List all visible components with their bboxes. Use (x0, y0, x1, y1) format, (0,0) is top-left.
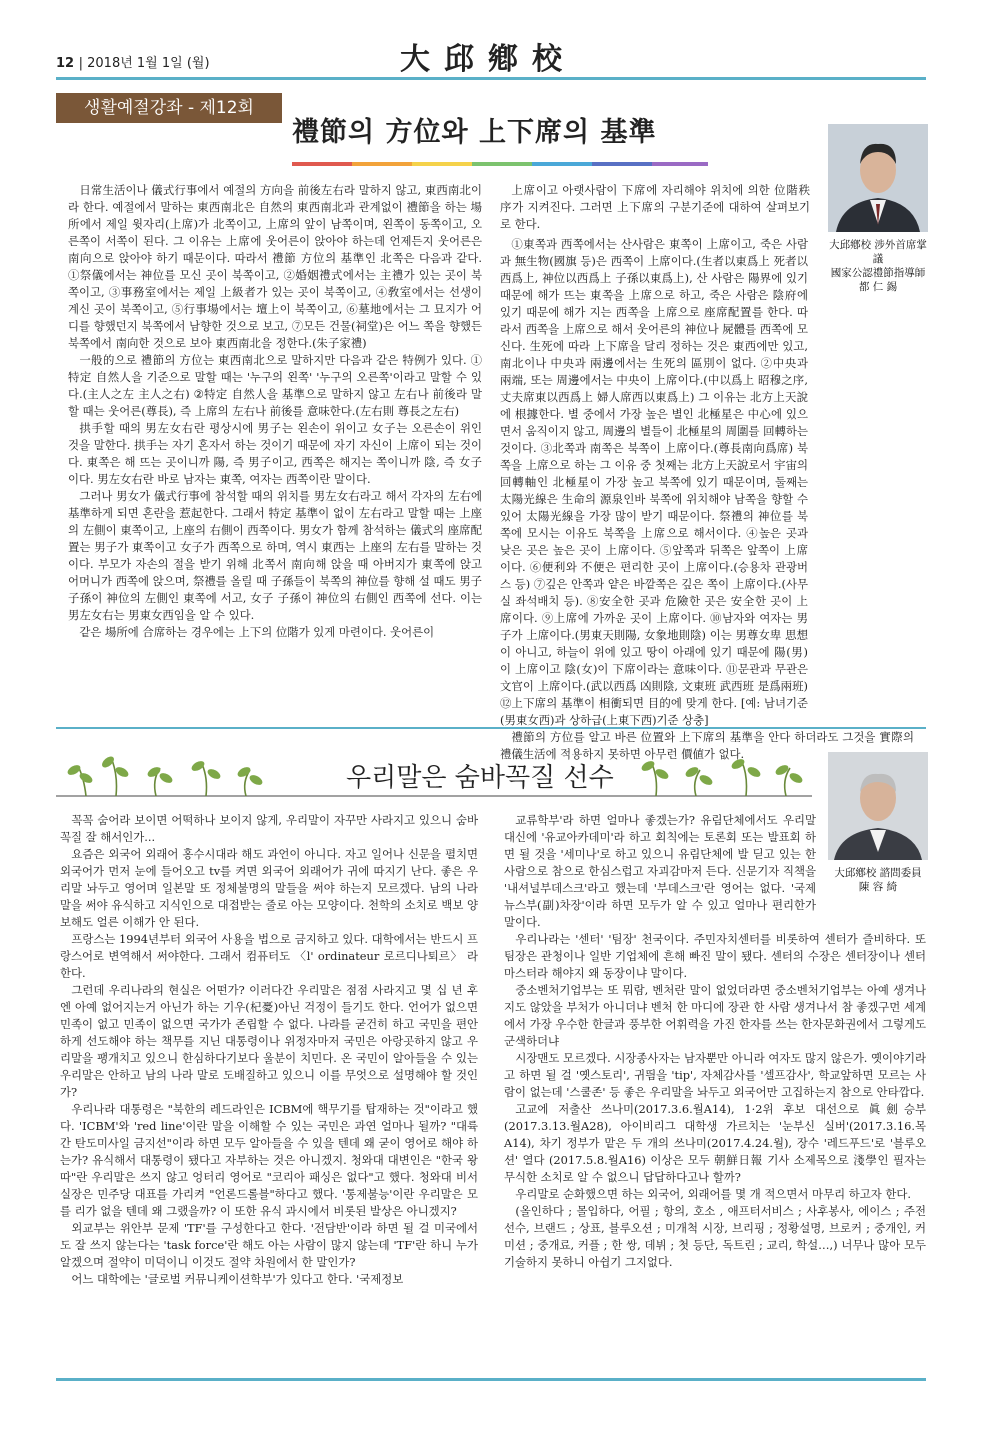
article2-title: 우리말은 숨바꼭질 선수 (346, 763, 614, 793)
series-tag: 생활예절강좌 - 제12회 (56, 93, 282, 123)
page-number: 12 | 2018년 1월 1일 (월) (56, 56, 210, 71)
article1-column-2a: 上席이고 아랫사람이 下席에 자리해야 위치에 의한 位階秩序가 지켜진다. 그러면 上下席의 구분기준에 대하여 살펴보기로 한다. (500, 183, 810, 231)
masthead: 大邱鄕校 (400, 42, 576, 77)
article2-column-1: 꼭꼭 숨어라 보이면 어떡하나 보이지 않게, 우리말이 자꾸만 사라지고 있으니 숨바꼭질 잘 해서인가... 요즘은 외국어 외래어 홍수시대라 해도 과언이 아니다. 자고 일어나 신문을 펼치면 외국어가 먼저 눈에 들어오고 tv를 켜면 외국어 외래어가 귀에 따지기 난다. 좋은 우리말 놔두고 영어며 일본말 또 정체불명의 말들을 써야 하는지 모르겠다. 남의 나라 말을 써야 유식하고 지식인으로 대접받는 줄로 아는 모양이다. 천학의 소치로 백보 양보해도 얼른 이해가 안 된다. 프랑스는 1994년부터 외국어 사용을 법으로 금지하고 있다. 대학에서는 반드시 프랑스어로 변역해서 써야한다. 그래서 컴퓨터도 〈l' ordinateur 로르디나퇴르〉 라 한다. 그런데 우리나라의 현실은 어떤가? 이러다간 우리말은 점점 사라지고 몇 십 년 후엔 아예 없어지는거 아닌가 하는 기우(杞憂)아닌 걱정이 들기도 한다. 언어가 없으면 민족이 없고 민족이 없으면 국가가 존립할 수 없다. 나라를 굳건히 하고 국민을 편안하게 선도해야 하는 책무를 지닌 대통령이나 위정자마저 국민은 아랑곳하지 않고 우리말을 팽개치고 있으니 한심하다기보다 울분이 치민다. 온 국민이 알아들을 수 있는 우리말은 안하고 남의 나라 말로 도배질하고 있으니 이를 무엇으로 설명해야 할 것인가? 우리나라 대통령은 "북한의 레드라인은 ICBM에 핵무기를 탑재하는 것"이라고 했다. 'ICBM'와 'red line'이란 말을 이해할 수 있는 국민은 과연 얼마나 될까? "대륙간 탄도미사일 금지선"이라 하면 모두 알아들을 수 있을 텐데 왜 굳이 영어로 해야 하는가? 유식해서 대통령이 됐다고 자부하는 것은 아니겠지. 청와대 대변인은 "한국 왕따"란 우리말은 쓰지 않고 엉터리 영어로 "코리아 패싱은 없다"고 했다. 청와대 비서실장은 민주당 대표를 가리켜 "언론드롤블"하다고 했다. '통제불능'이란 우리말은 모를 리가 없을 텐데 왜 그랬을까? 이 또한 유식 과시에서 비롯된 발상은 아니겠지? 외교부는 위안부 문제 'TF'를 구성한다고 한다. '전담반'이라 하면 될 걸 미국에서도 잘 쓰지 않는다는 'task force'란 해도 아는 사람이 많지 않는데 'TF'란 하니 누가 알겠으며 절약이 미덕이니 이것도 절약 차원에서 한 말인가? 어느 대학에는 '글로벌 커뮤니케이션학부'가 있다고 한다. '국제정보 (60, 813, 478, 1286)
section-divider (56, 727, 926, 729)
author-caption: 大邱鄕校 涉外首席掌議 國家公認禮節指導師 都 仁 錫 (829, 239, 927, 293)
article1-column-1: 日常生活이나 儀式行事에서 예절의 方向을 前後左右라 말하지 않고, 東西南北이라 한다. 예절에서 말하는 東西南北은 自然의 東西南北과 관계없이 禮節을 하는 場所에서 제일 윗자리(上席)가 北쪽이고, 上席의 앞이 남쪽이며, 왼쪽이 동쪽이고, 오른쪽이 서쪽이 된다. 그 이유는 上席에 웃어른이 앉아야 하는데 언제든지 웃어른은 南向으로 앉아야 하기 때문이다. 따라서 禮節 方位의 基準인 北쪽은 다음과 같다. ①祭儀에서는 神位를 모신 곳이 북쪽이고, ②婚姻禮式에서는 主禮가 있는 곳이 북쪽이고, ③事務室에서는 제일 上級者가 있는 곳이 북쪽이고, ④敎室에서는 선생이 계신 곳이 북쪽이고, ⑤行事場에서는 壇上이 북쪽이고, ⑥墓地에서는 그 묘지가 어디를 향했던지 북쪽에서 남향한 것으로 보고, ⑦모든 건물(祠堂)은 어느 쪽을 향했든 북쪽에서 南向한 것으로 보아 東西南北을 정한다.(朱子家禮) 一般的으로 禮節의 方位는 東西南北으로 말하지만 다음과 같은 特例가 있다. ①特定 自然人을 기준으로 말할 때는 '누구의 왼쪽' '누구의 오른쪽'이라고 말할 수 있다.(主人之左 主人之右) ②特定 自然人을 基準으로 말하지 않고 左右나 前後라 말할 때는 웃어른(尊長), 즉 上席의 左右나 前後를 意味한다.(左右則 尊長之左右) 拱手할 때의 男左女右란 평상시에 男子는 왼손이 위이고 女子는 오른손이 위인 것을 말한다. 拱手는 자기 혼자서 하는 것이기 때문에 자기 자신이 上席이 되는 것이다. 東쪽은 해 뜨는 곳이니까 陽, 즉 男子이고, 西쪽은 해지는 쪽이니까 陰, 즉 女子이다. 男左女右란 바로 남자는 東쪽, 여자는 西쪽이란 말이다. 그러나 男女가 儀式行事에 참석할 때의 위치를 男左女右라고 해서 각자의 左右에 基準하게 되면 혼란을 惹起한다. 그래서 特定 基準이 없이 左右라고 말할 때는 上座의 左側이 東쪽이고, 上座의 右側이 西쪽이다. 男女가 함께 참석하는 儀式의 座席配置는 男子가 東쪽이고 女子가 西쪽으로 하며, 역시 東西는 上座의 左右를 말하는 것이다. 부모가 자손의 절을 받기 위해 北쪽서 南向해 앉을 때 아버지가 東쪽에 앉고 어머니가 西쪽에 앉으며, 祭禮를 올릴 때 子孫들이 북쪽의 神位를 향해 설 때도 男子 子孫이 神位의 左側인 東쪽에 서고, 女子 子孫이 神位의 右側인 西쪽에 선다. 이는 男左女右는 男東女西임을 알 수 있다. 같은 場所에 合席하는 경우에는 上下의 位階가 있게 마련이다. 웃어른이 (68, 183, 482, 639)
article2-column-2: 교류학부'라 하면 얼마나 좋겠는가? 유림단체에서도 우리말 대신에 '유교아카데미'라 하고 회칙에는 토론회 또는 발표회 하면 될 것을 '세미나'로 하고 있으니 유림단체에 발 딛고 있는 한 사람으로 참으로 한심스럽고 자괴감마저 든다. 신문기자 직책을 '내셔널부데스크'라고 했는데 '부데스크'란 영어는 없다. '국제뉴스부(副)차장'이라 하면 모두가 알 수 있고 얼마나 편리한가 말이다. 우리나라는 '센터' '팀장' 천국이다. 주민자치센터를 비롯하여 센터가 즐비하다. 또 팀장은 관청이나 일반 기업체에 흔해 빠진 말이 됐다. 센터의 수장은 센터장이나 센터 마스터라 해야지 왜 동장이냐 말이다. 중소벤처기업부는 또 뭐람, 벤처란 말이 없었더라면 중소벤처기업부는 아예 생겨나지도 않았을 부처가 아니더냐 벤처 한 마디에 장관 한 사람 생겨나서 참 좋겠구먼 세계에서 가장 우수한 한글과 풍부한 어휘력을 가진 한자를 쓰는 한자문화권에서 그렇게도 군색하더냐 시장맨도 모르겠다. 시장종사자는 남자뿐만 아니라 여자도 많지 않은가. 옛이야기라고 하면 될 걸 '옛스토리', 귀띔을 'tip', 자체감사를 '셀프감사', 학교앞하면 모르는 사람이 없는데 '스쿨존' 등 좋은 우리말을 놔두고 외국어만 고집하는지 참으로 안타깝다. 고교에 저출산 쓰나미(2017.3.6.월A14), 1·2위 후보 대선으로 眞劍승부(2017.3.13.월A28), 아이비리그 대학생 가르치는 '눈부신 실버'(2017.3.16.목A14), 차기 정부가 맡은 두 개의 쓰나미(2017.4.24.월), 장수 '레드푸드'로 '블루오션' 열다 (2017.5.8.월A16) 이상은 모두 朝鮮日報 기사 소제목으로 淺學인 필자는 무식한 소치로 알 수 없으니 답답하다고나 할까? 우리말로 순화했으면 하는 외국어, 외래어를 몇 개 적으면서 마무리 하고자 한다. (올인하다 ; 몰입하다, 어필 ; 항의, 호소 , 애프터서비스 ; 사후봉사, 에이스 ; 주전선수, 브랜드 ; 상표, 블루오션 ; 미개척 시장, 브리핑 ; 정황설명, 브로커 ; 중개인, 커미션 ; 중개료, 커플 ; 한 쌍, 데뷔 ; 첫 등단, 독트린 ; 교리, 학설…,) 너무나 많아 모두 기술하지 못하니 아쉽기 그지없다. (504, 813, 926, 1269)
article1-column-2b: ①東쪽과 西쪽에서는 산사람은 東쪽이 上席이고, 죽은 사람과 無生物(國旗 등)은 西쪽이 上席이다.(生者以東爲上 死者以西爲上, 神位以西爲上 子孫以東爲上), 산 사람은 陽界에 있기 때문에 해가 뜨는 東쪽을 上席으로 하고, 죽은 사람은 陰府에 있기 때문에 해가 지는 西쪽을 上席으로 座席配置를 한다. 따라서 西쪽을 上席으로 해서 웃어른의 神位나 屍體를 西쪽에 모신다. 生死에 따라 上下席을 달리 정하는 것은 東西에만 있고, 南北이나 中央과 兩邊에서는 生死의 區別이 없다. ②中央과 兩端, 또는 周邊에서는 中央이 上席이다.(中以爲上 昭穆之序, 丈夫席東以西爲上 婦人席西以東爲上) 그 이유는 北方上天說에 根據한다. 별 중에서 가장 높은 별인 北極星은 中心에 있으면서 움직이지 않고, 周邊의 별들이 北極星의 周圍를 回轉하는 것이다. ③北쪽과 南쪽은 북쪽이 上席이다.(尊長南向爲席) 북쪽을 上席으로 하는 그 이유 중 첫째는 北方上天說로서 宇宙의 回轉軸인 北極星이 가장 높고 북쪽에 있기 때문이며, 둘째는 太陽光線은 生命의 源泉인바 북쪽에 위치해야 남쪽을 향할 수 있어 太陽光線을 가장 많이 받기 때문이다. 祭禮의 神位를 북쪽에 모시는 이유도 북쪽을 上席으로 해서이다. ④높은 곳과 낮은 곳은 높은 곳이 上席이다. ⑤앞쪽과 뒤쪽은 앞쪽이 上席이다. ⑥便利와 不便은 편리한 곳이 上席이다.(승용차 관광버스 등) ⑦깊은 안쪽과 얕은 바깥쪽은 깊은 쪽이 上席이다.(사무실 좌석배치 등). ⑧安全한 곳과 危險한 곳은 安全한 곳이 上席이다. ⑨上席에 가까운 곳이 上席이다. ⑩남자와 여자는 男子가 上席이다.(男東天則陽, 女象地則陰) 이는 男尊女卑 思想이 아니고, 하늘이 위에 있고 땅이 아래에 있기 때문에 陽(男)이 上席이고 陰(女)이 下席이라는 意味이다. ⑪문관과 무관은 文官이 上席이다.(武以西爲 凶則陰, 文東班 武西班 是爲兩班) ⑫上下席의 基準이 相衝되면 目的에 맞게 한다. [예: 남녀기준(男東女西)과 상하급(上東下西)기준 상충] 禮節의 方位를 알고 바른 位置와 上下席의 基準을 안다 하더라도 그것을 實際의 禮儀生活에 적용하지 못하면 아무런 價値가 없다. (500, 237, 914, 761)
article1-title: 禮節의 方位와 上下席의 基準 (292, 117, 657, 148)
issue-date: | 2018년 1월 1일 (월) (78, 56, 210, 71)
author-photo (828, 124, 928, 232)
header-rule (56, 77, 926, 80)
author2-caption: 大邱鄕校 諮問委員 陳 容 綺 (834, 867, 922, 893)
footer-rule (56, 1378, 926, 1381)
